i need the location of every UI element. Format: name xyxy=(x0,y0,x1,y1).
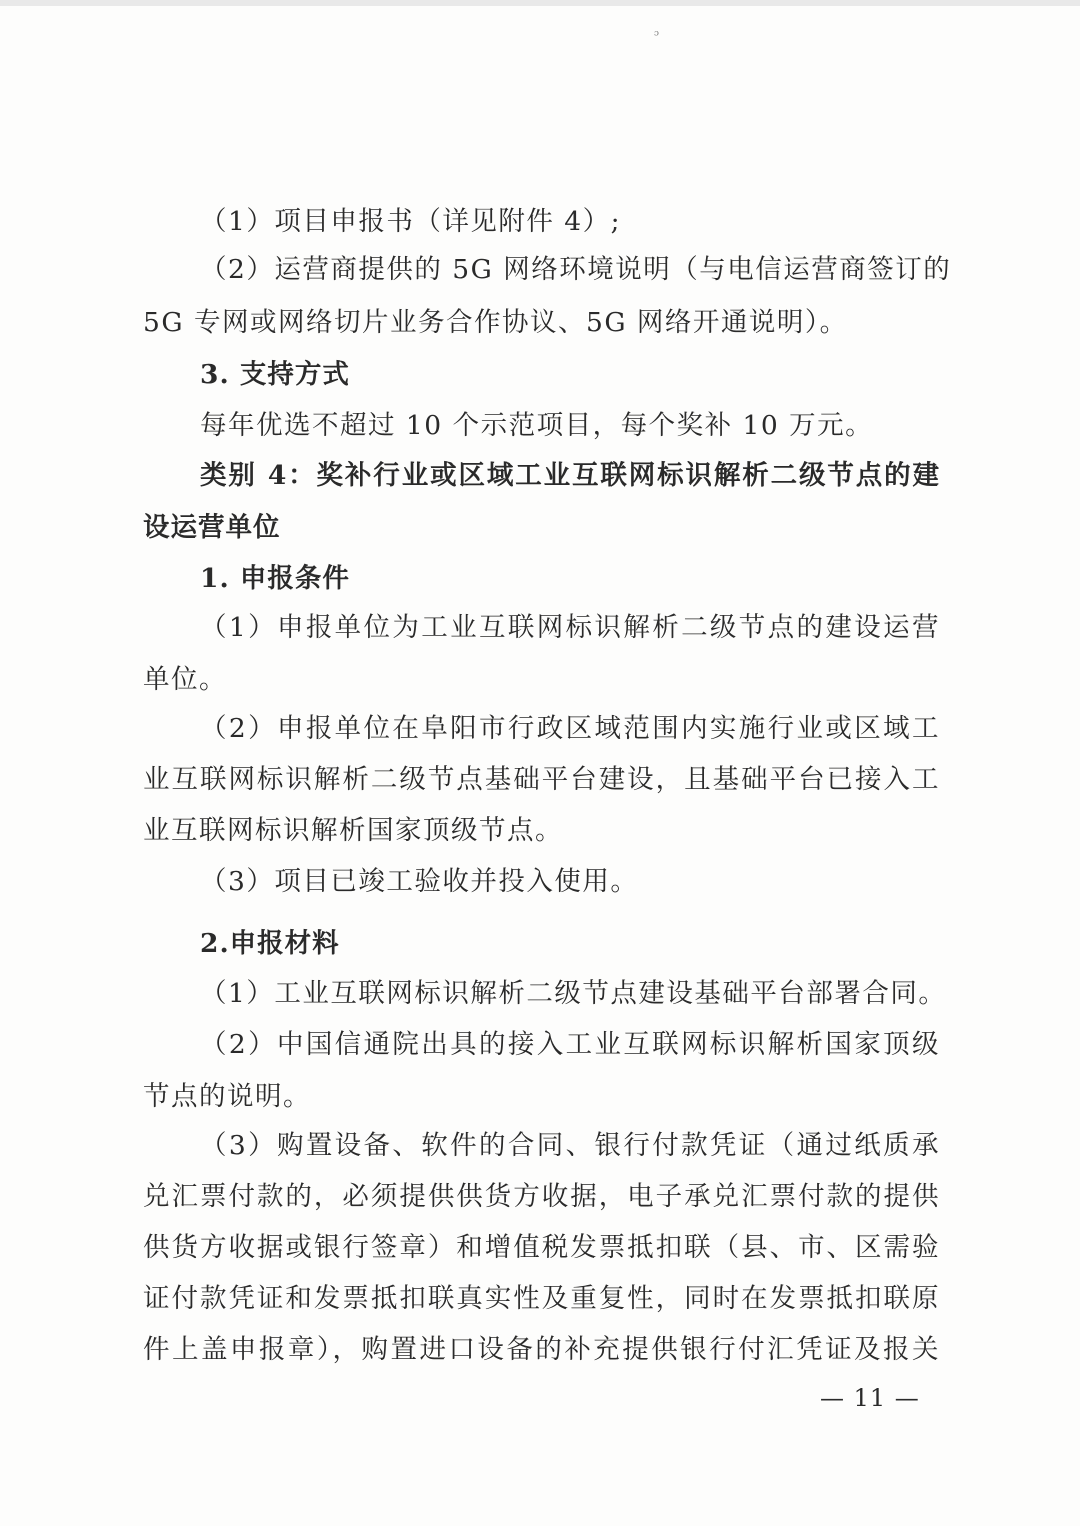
text-line: 业互联网标识解析国家顶级节点。 xyxy=(143,815,563,846)
text-line: 节点的说明。 xyxy=(143,1081,311,1112)
list-item-material-2: （2）中国信通院出具的接入工业互联网标识解析国家顶级 xyxy=(200,1029,940,1060)
list-item-application-form: （1）项目申报书（详见附件 4）; xyxy=(200,206,622,237)
text-line: 兑汇票付款的，必须提供供货方收据，电子承兑汇票付款的提供 xyxy=(143,1181,940,1212)
list-item-condition-1: （1）申报单位为工业互联网标识解析二级节点的建设运营 xyxy=(200,612,940,643)
list-item-material-1: （1）工业互联网标识解析二级节点建设基础平台部署合同。 xyxy=(200,978,947,1009)
list-item-material-3: （3）购置设备、软件的合同、银行付款凭证（通过纸质承 xyxy=(200,1130,940,1161)
text-line: 单位。 xyxy=(143,664,227,695)
text-line: 每年优选不超过 10 个示范项目，每个奖补 10 万元。 xyxy=(200,410,874,441)
scan-mark: ᵓ xyxy=(654,28,659,44)
text-line: 件上盖申报章），购置进口设备的补充提供银行付汇凭证及报关 xyxy=(143,1334,940,1365)
list-item-5g-description: （2）运营商提供的 5G 网络环境说明（与电信运营商签订的 xyxy=(200,254,952,285)
list-item-condition-3: （3）项目已竣工验收并投入使用。 xyxy=(200,866,639,897)
category-heading-cont: 设运营单位 xyxy=(143,512,281,543)
section-heading-support-method: 3. 支持方式 xyxy=(200,359,350,390)
section-heading-materials: 2.申报材料 xyxy=(200,928,340,959)
category-heading: 类别 4：奖补行业或区域工业互联网标识解析二级节点的建 xyxy=(200,460,940,491)
section-heading-conditions: 1. 申报条件 xyxy=(200,563,350,594)
text-line: 证付款凭证和发票抵扣联真实性及重复性，同时在发票抵扣联原 xyxy=(143,1283,940,1314)
text-line: 业互联网标识解析二级节点基础平台建设，且基础平台已接入工 xyxy=(143,764,940,795)
scan-edge xyxy=(0,0,1080,6)
text-line: 供货方收据或银行签章）和增值税发票抵扣联（县、市、区需验 xyxy=(143,1232,940,1263)
page-number: — 11 — xyxy=(820,1384,920,1412)
text-line: 5G 专网或网络切片业务合作协议、5G 网络开通说明）。 xyxy=(143,307,848,338)
list-item-condition-2: （2）申报单位在阜阳市行政区域范围内实施行业或区域工 xyxy=(200,713,940,744)
